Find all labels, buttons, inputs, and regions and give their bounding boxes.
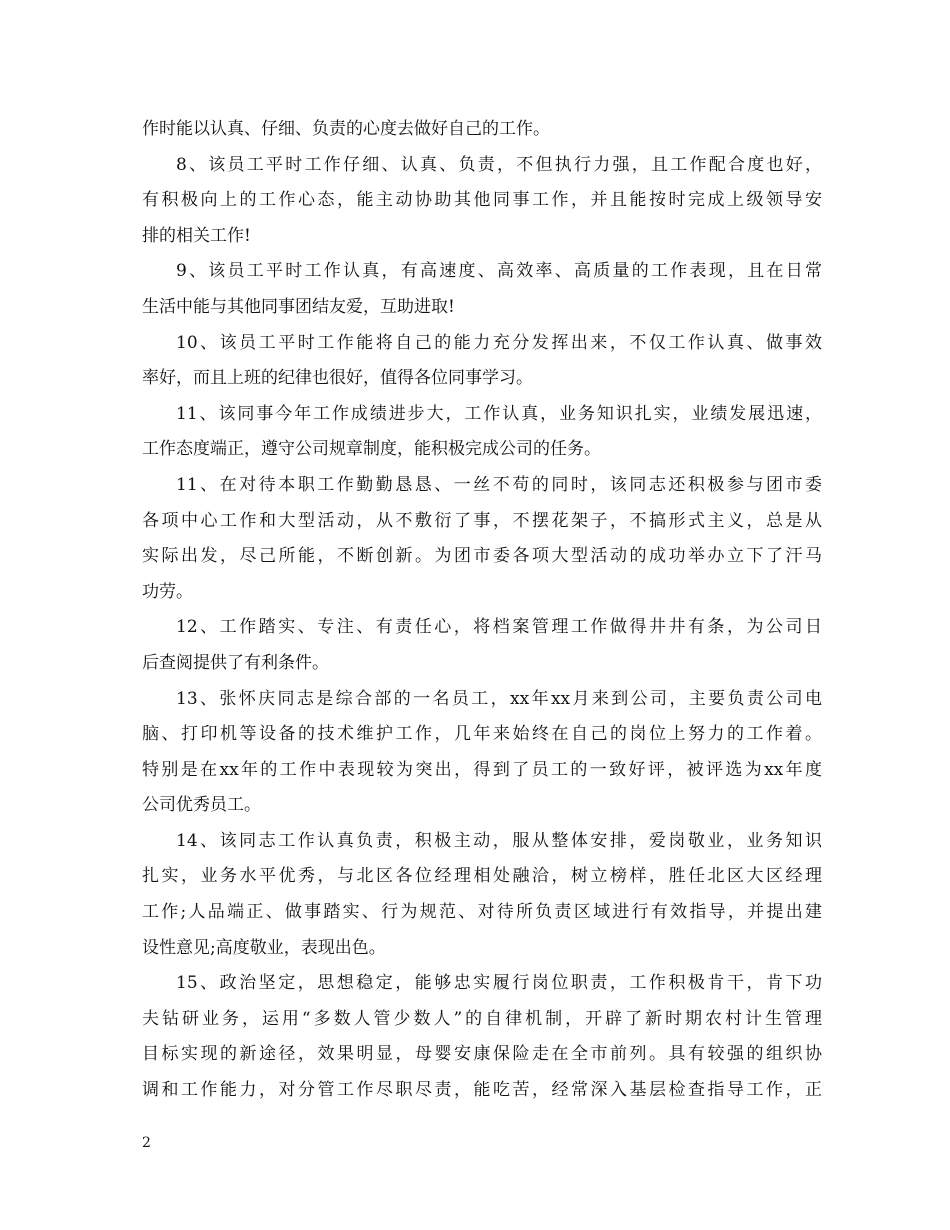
text-line: 生活中能与其他同事团结友爱，互助进取! xyxy=(142,296,455,317)
text-line: 率好，而且上班的纪律也很好，值得各位同事学习。 xyxy=(142,368,533,389)
text-line: 目标实现的新途径，效果明显，母婴安康保险走在全市前列。具有较强的组织协 xyxy=(142,1044,822,1065)
text-line: 特别是在xx年的工作中表现较为突出，得到了员工的一致好评，被评选为xx年度 xyxy=(142,759,822,780)
text-line: 各项中心工作和大型活动，从不敷衍了事，不摆花架子，不搞形式主义，总是从 xyxy=(142,510,822,531)
text-line: 作时能以认真、仔细、负责的心度去做好自己的工作。 xyxy=(142,119,550,139)
text-line: 15、政治坚定，思想稳定，能够忠实履行岗位职责，工作积极肯干，肯下功 xyxy=(176,973,822,994)
document-body xyxy=(142,112,822,1109)
text-line: 8、该员工平时工作仔细、认真、负责，不但执行力强，且工作配合度也好， xyxy=(176,154,822,175)
text-line: 脑、打印机等设备的技术维护工作，几年来始终在自己的岗位上努力的工作着。 xyxy=(142,724,822,745)
text-line: 后查阅提供了有利条件。 xyxy=(142,652,329,673)
text-line: 公司优秀员工。 xyxy=(142,795,261,816)
text-line: 设性意见;高度敬业，表现出色。 xyxy=(142,937,386,958)
text-line: 功劳。 xyxy=(142,581,193,602)
text-line: 夫钻研业务，运用“多数人管少数人”的自律机制，开辟了新时期农村计生管理 xyxy=(142,1008,822,1029)
text-line: 11、该同事今年工作成绩进步大，工作认真，业务知识扎实，业绩发展迅速， xyxy=(176,403,822,424)
text-line: 调和工作能力，对分管工作尽职尽责，能吃苦，经常深入基层检查指导工作，正 xyxy=(142,1080,822,1101)
text-line: 工作;人品端正、做事踏实、行为规范、对待所负责区域进行有效指导，并提出建 xyxy=(142,902,822,923)
text-line: 13、张怀庆同志是综合部的一名员工，xx年xx月来到公司，主要负责公司电 xyxy=(176,688,822,709)
text-line: 有积极向上的工作心态，能主动协助其他同事工作，并且能按时完成上级领导安 xyxy=(142,190,822,211)
text-line: 14、该同志工作认真负责，积极主动，服从整体安排，爱岗敬业，业务知识 xyxy=(176,830,822,851)
page-number: 2 xyxy=(142,1135,151,1151)
text-line: 11、在对待本职工作勤勤恳恳、一丝不苟的同时，该同志还积极参与团市委 xyxy=(176,474,822,495)
text-line: 12、工作踏实、专注、有责任心，将档案管理工作做得井井有条，为公司日 xyxy=(176,617,822,638)
text-line: 工作态度端正，遵守公司规章制度，能积极完成公司的任务。 xyxy=(142,439,601,460)
text-line: 排的相关工作! xyxy=(142,225,251,246)
text-line: 实际出发，尽己所能，不断创新。为团市委各项大型活动的成功举办立下了汗马 xyxy=(142,546,822,567)
text-line: 9、该员工平时工作认真，有高速度、高效率、高质量的工作表现，且在日常 xyxy=(176,261,822,282)
text-line: 10、该员工平时工作能将自己的能力充分发挥出来，不仅工作认真、做事效 xyxy=(176,332,822,353)
text-line: 扎实，业务水平优秀，与北区各位经理相处融洽，树立榜样，胜任北区大区经理 xyxy=(142,866,822,887)
